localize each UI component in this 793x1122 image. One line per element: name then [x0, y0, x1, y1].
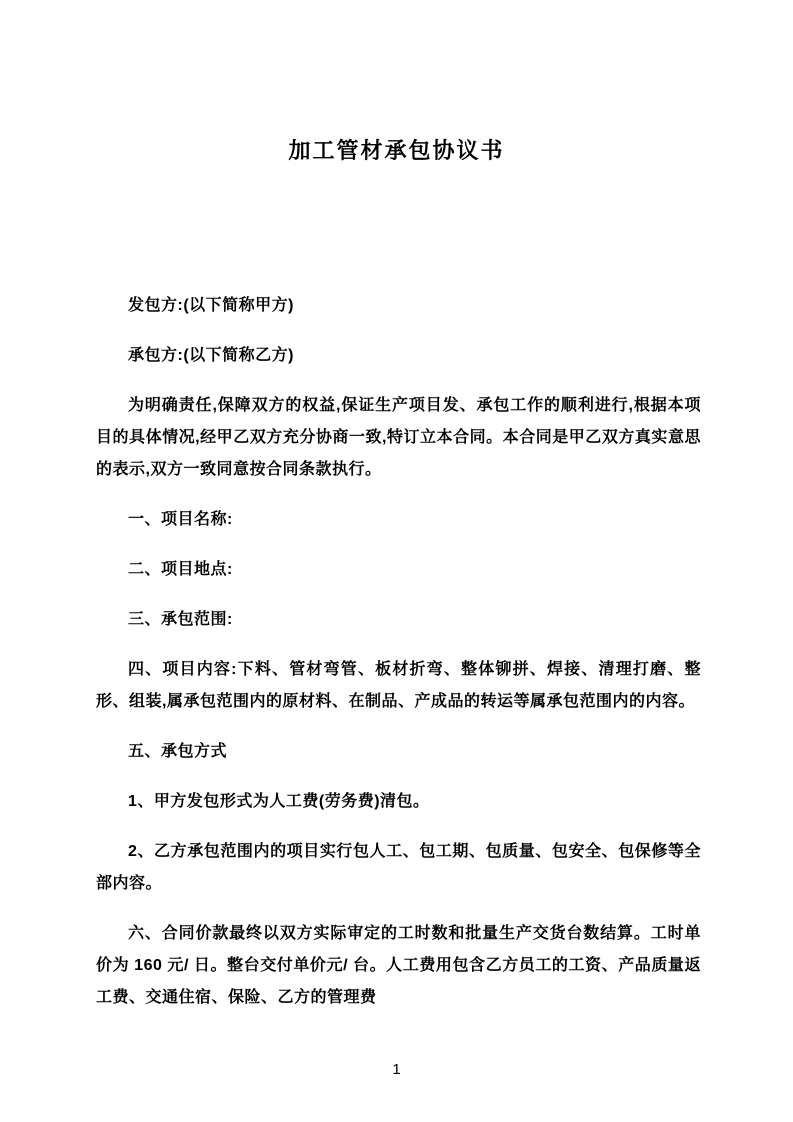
paragraph-clause-1-project-name: 一、项目名称:: [128, 511, 233, 528]
paragraph-clause-5-item-2: 2、乙方承包范围内的项目实行包人工、包工期、包质量、包安全、包保修等全部内容。: [96, 843, 701, 892]
document-body: [0, 166, 793, 1014]
paragraph-clause-5-contract-method: 五、承包方式: [128, 743, 228, 760]
paragraph-clause-4-project-content: 四、项目内容:下料、管材弯管、板材折弯、整体铆拼、焊接、清理打磨、整形、组装,属承包范围内的原材料、在制品、产成品的转运等属承包范围内的内容。: [96, 661, 701, 710]
paragraph-clause-5-item-1: 1、甲方发包形式为人工费(劳务费)清包。: [128, 793, 430, 810]
paragraph-clause-6-contract-price: 六、合同价款最终以双方实际审定的工时数和批量生产交货台数结算。工时单价为 160 元/ 日。整台交付单价元/ 台。人工费用包含乙方员工的工资、产品质量返工费、交通住宿、保险、乙方的管理费: [96, 925, 701, 1006]
paragraph-party-a: 发包方:(以下简称甲方): [128, 297, 294, 314]
page-number: 1: [392, 1061, 401, 1078]
paragraph-clause-2-project-location: 二、项目地点:: [128, 561, 233, 578]
paragraph-preamble: 为明确责任,保障双方的权益,保证生产项目发、承包工作的顺利进行,根据本项目的具体情况,经甲乙双方充分协商一致,特订立本合同。本合同是甲乙双方真实意思的表示,双方一致同意按合同条款执行。: [96, 397, 701, 478]
paragraph-clause-3-contract-scope: 三、承包范围:: [128, 611, 233, 628]
document-title: 加工管材承包协议书: [288, 138, 505, 163]
paragraph-party-b: 承包方:(以下简称乙方): [128, 347, 294, 364]
page-footer: [0, 1061, 793, 1078]
